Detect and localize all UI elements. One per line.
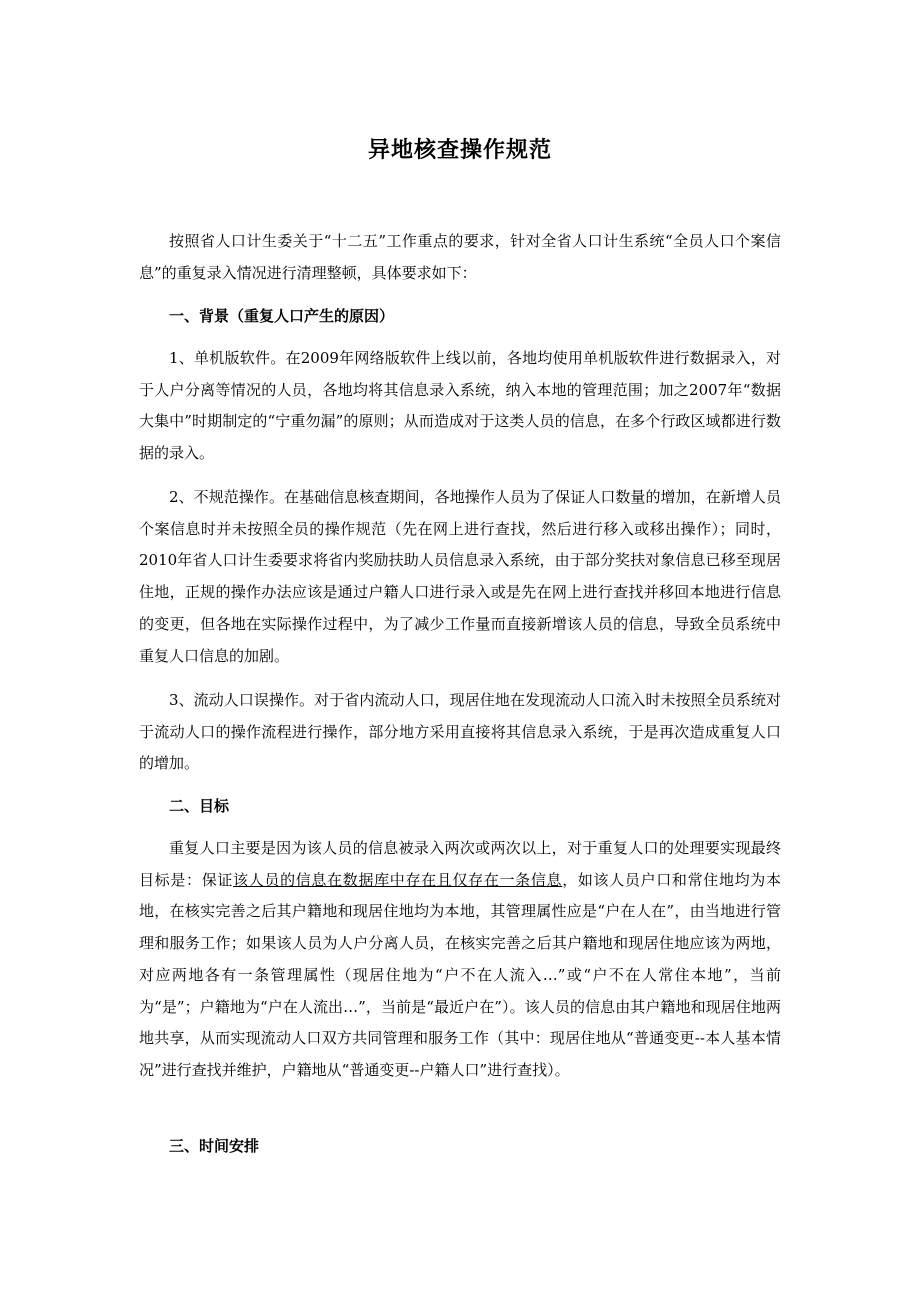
goal-text-after: ，如该人员户口和常住地均为本地，在核实完善之后其户籍地和现居住地均为本地，其管理属性应是“户在人在”，由当地进行管理和服务工作；如果该人员为人户分离人员，在核实完善之后其户籍地和现居住地应该为两地，对应两地各有一条管理属性（现居住地为“户不在人流入…”或“户不在人常住本地”，当前为“是”；户籍地为“户在人流出…”，当前是“最近户在”）。该人员的信息由其户籍地和现居住地两地共享，从而实现流动人口双方共同管理和服务工作（其中：现居住地从“普通变更--本人基本情况”进行查找并维护，户籍地从“普通变更--户籍人口”进行查找）。 [139, 870, 781, 1079]
paragraph-standalone-software: 1、单机版软件。在2009年网络版软件上线以前，各地均使用单机版软件进行数据录入，对于人户分离等情况的人员，各地均将其信息录入系统，纳入本地的管理范围；加之2007年“数据大集中”时期制定的“宁重勿漏”的原则；从而造成对于这类人员的信息，在多个行政区域都进行数据的录入。 [139, 349, 781, 463]
goal-text-underlined: 该人员的信息在数据库中存在且仅存在一条信息 [233, 870, 563, 889]
section-heading-schedule: 三、时间安排 [169, 1137, 260, 1155]
paragraph-nonstandard-operation: 2、不规范操作。在基础信息核查期间，各地操作人员为了保证人口数量的增加，在新增人员个案信息时并未按照全员的操作规范（先在网上进行查找，然后进行移入或移出操作）；同时，2010年省人口计生委要求将省内奖励扶助人员信息录入系统，由于部分奖扶对象信息已移至现居住地，正规的操作办法应该是通过户籍人口进行录入或是先在网上进行查找并移回本地进行信息的变更，但各地在实际操作过程中，为了减少工作量而直接新增该人员的信息，导致全员系统中重复人口信息的加剧。 [139, 488, 781, 665]
section-heading-background: 一、背景（重复人口产生的原因） [169, 307, 395, 325]
paragraph-floating-population: 3、流动人口误操作。对于省内流动人口，现居住地在发现流动人口流入时未按照全员系统对于流动人口的操作流程进行操作，部分地方采用直接将其信息录入系统，于是再次造成重复人口的增加。 [139, 691, 781, 773]
paragraph-goal [139, 833, 781, 1087]
goal-text-before: 重复人口主要是因为该人员的信息被录入两次或两次以上，对于重复人口的处理要实现最终目标是：保证 [139, 839, 781, 889]
section-heading-goal: 二、目标 [169, 797, 230, 815]
intro-paragraph: 按照省人口计生委关于“十二五”工作重点的要求，针对全省人口计生系统“全员人口个案信息”的重复录入情况进行清理整顿，具体要求如下： [139, 232, 781, 282]
page-title: 异地核查操作规范 [367, 138, 552, 163]
